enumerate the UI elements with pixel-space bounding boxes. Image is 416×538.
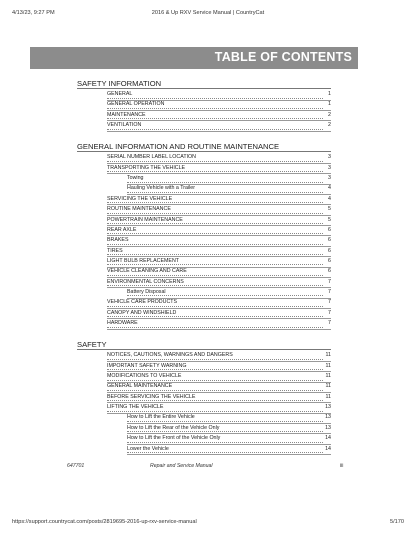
toc-entry-label: How to Lift the Entire Vehicle: [127, 414, 195, 421]
dot-leader: [107, 213, 323, 214]
print-page-count: 5/170: [390, 519, 404, 525]
toc-entry-label: IMPORTANT SAFETY WARNING: [107, 362, 187, 369]
toc-entry-label: How to Lift the Front of the Vehicle Only: [127, 435, 221, 442]
toc-entry-page: 14: [325, 445, 331, 452]
section-divider: [77, 349, 331, 350]
manual-name: Repair and Service Manual: [150, 463, 213, 469]
document-code: 647701: [67, 463, 85, 469]
toc-entry-label: LIGHT BULB REPLACEMENT: [107, 257, 180, 264]
toc-entry-page: 11: [325, 383, 331, 390]
dot-leader: [107, 223, 323, 224]
toc-entry-label: NOTICES, CAUTIONS, WARNINGS AND DANGERS: [107, 352, 233, 359]
dot-leader: [127, 182, 323, 183]
toc-entry-page: 6: [324, 237, 331, 243]
toc-entry-label: VEHICLE CARE PRODUCTS: [107, 299, 178, 306]
dot-leader: [107, 254, 323, 255]
entry-underline: [107, 131, 331, 132]
toc-entry-page: 1: [324, 91, 331, 97]
dot-leader: [107, 390, 323, 391]
toc-entry-page: 5: [324, 206, 331, 212]
toc-entry-page: 7: [324, 289, 331, 295]
section-divider: [77, 151, 331, 152]
toc-entry-label: TRANSPORTING THE VEHICLE: [107, 164, 186, 171]
toc-entry-page: 7: [324, 279, 331, 285]
toc-entry-label: GENERAL MAINTENANCE: [107, 383, 173, 390]
dot-leader: [127, 442, 323, 443]
toc-entry-label: How to Lift the Rear of the Vehicle Only: [127, 424, 220, 431]
toc-entry-page: 11: [325, 352, 331, 359]
toc-title: TABLE OF CONTENTS: [214, 50, 352, 64]
dot-leader: [107, 129, 323, 130]
toc-entry-label: VEHICLE CLEANING AND CARE: [107, 268, 187, 275]
toc-entry-label: MODIFICATIONS TO VEHICLE: [107, 373, 182, 380]
dot-leader: [107, 161, 323, 162]
toc-entry-page: 11: [325, 373, 331, 380]
dot-leader: [107, 202, 323, 203]
section-title: SAFETY INFORMATION: [77, 79, 162, 88]
toc-entry-label: HARDWARE: [107, 320, 138, 326]
toc-entry-page: 7: [324, 299, 331, 305]
dot-leader: [127, 295, 323, 296]
toc-entry-page: 4: [324, 196, 331, 202]
toc-entry-label: Lower the Vehicle: [127, 445, 169, 452]
dot-leader: [107, 327, 323, 328]
toc-entry-page: 3: [324, 154, 331, 160]
dot-leader: [127, 452, 323, 453]
toc-entry-page: 7: [324, 310, 331, 316]
dot-leader: [107, 118, 323, 119]
toc-entry-label: POWERTRAIN MAINTENANCE: [107, 216, 183, 223]
toc-entry-label: SERIAL NUMBER LABEL LOCATION: [107, 154, 196, 161]
toc-entry-page: 6: [324, 248, 331, 254]
dot-leader: [107, 171, 323, 172]
toc-entry-page: 3: [324, 165, 331, 171]
dot-leader: [107, 306, 323, 307]
dot-leader: [107, 400, 323, 401]
toc-entry-label: Hauling Vehicle with a Trailer: [127, 185, 196, 192]
dot-leader: [107, 233, 323, 234]
toc-entry-label: GENERAL OPERATION: [107, 101, 165, 108]
toc-entry-label: CANOPY AND WINDSHIELD: [107, 309, 177, 316]
toc-entry-label: LIFTING THE VEHICLE: [107, 404, 164, 411]
roman-page-number: iii: [340, 463, 344, 469]
toc-entry-page: 1: [324, 101, 331, 107]
toc-entry-page: 13: [325, 414, 331, 421]
manual-page-footer: [0, 463, 416, 475]
dot-leader: [107, 369, 323, 370]
toc-entry-page: 6: [324, 227, 331, 233]
dot-leader: [107, 359, 323, 360]
toc-entry-label: MAINTENANCE: [107, 111, 146, 118]
dot-leader: [107, 316, 323, 317]
toc-entry-page: 6: [324, 268, 331, 274]
section-title: SAFETY: [77, 340, 107, 350]
toc-entry-label: Towing: [127, 175, 144, 182]
toc-entry-label: BEFORE SERVICING THE VEHICLE: [107, 393, 196, 400]
section-title: GENERAL INFORMATION AND ROUTINE MAINTENANCE: [77, 142, 280, 152]
dot-leader: [127, 421, 323, 422]
section-divider: [77, 88, 331, 89]
toc-entry-label: GENERAL: [107, 91, 133, 97]
toc-entry-label: TIRES: [107, 247, 123, 254]
dot-leader: [107, 244, 323, 245]
toc-entry-label: SERVICING THE VEHICLE: [107, 195, 173, 202]
dot-leader: [107, 380, 323, 381]
dot-leader: [127, 192, 323, 193]
dot-leader: [107, 264, 323, 265]
toc-entry-page: 5: [324, 217, 331, 223]
toc-entry-page: 13: [325, 424, 331, 431]
toc-entry-label: Battery Disposal: [127, 288, 166, 295]
toc-entry-page: 6: [324, 258, 331, 264]
print-timestamp: 4/13/23, 9:27 PM: [12, 10, 55, 16]
print-page-title: 2016 & Up RXV Service Manual | CountryCat: [151, 10, 265, 16]
toc-entry-page: 2: [324, 122, 331, 128]
entry-underline: [107, 329, 331, 330]
toc-entry-page: 4: [324, 185, 331, 191]
toc-entry-page: 11: [325, 393, 331, 400]
toc-entry-page: 14: [325, 435, 331, 442]
toc-entry-page: 2: [324, 112, 331, 118]
dot-leader: [107, 411, 323, 412]
browser-print-footer: [12, 519, 404, 529]
dot-leader: [107, 98, 323, 99]
toc-entry-label: ENVIRONMENTAL CONCERNS: [107, 278, 184, 285]
toc-entry-label: BRAKES: [107, 237, 129, 244]
entry-underline: [127, 454, 331, 455]
toc-entry-label: ROUTINE MAINTENANCE: [107, 206, 171, 213]
dot-leader: [107, 275, 323, 276]
toc-entry-label: VENTILATION: [107, 122, 142, 129]
dot-leader: [107, 108, 323, 109]
toc-entry-page: 13: [325, 404, 331, 411]
dot-leader: [107, 285, 323, 286]
toc-entry-page: 3: [324, 175, 331, 181]
toc-entry-page: 11: [325, 362, 331, 369]
toc-banner: [30, 47, 358, 69]
print-url: https://support.countrycat.com/posts/2819695-2016-up-rxv-service-manual: [12, 519, 197, 525]
browser-print-header: [12, 10, 404, 20]
toc-entry-label: REAR AXLE: [107, 226, 137, 233]
toc-entry-page: 7: [324, 320, 331, 326]
dot-leader: [127, 431, 323, 432]
